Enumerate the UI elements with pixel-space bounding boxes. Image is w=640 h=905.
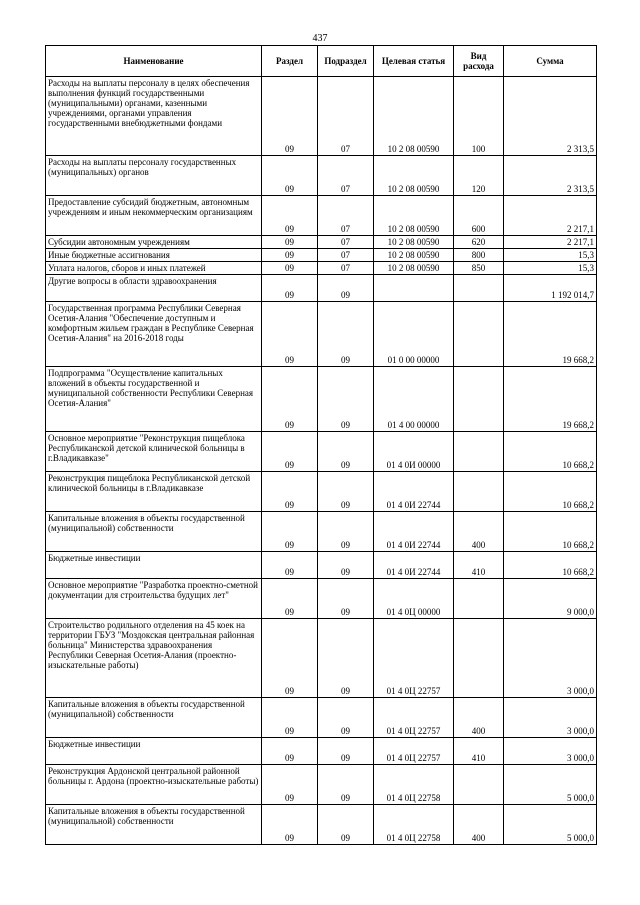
row-amount: 3 000,0 (504, 738, 597, 765)
table-row (46, 579, 597, 619)
row-subsection: 07 (318, 236, 374, 249)
row-amount: 10 668,2 (504, 552, 597, 579)
row-subsection: 09 (318, 619, 374, 698)
row-subsection: 09 (318, 367, 374, 432)
header-expense-type: Вид расхода (454, 46, 504, 77)
row-name: Бюджетные инвестиции (46, 552, 262, 579)
row-amount: 15,3 (504, 262, 597, 275)
row-subsection: 07 (318, 77, 374, 156)
row-name: Капитальные вложения в объекты государственной (муниципальной) собственности (46, 512, 262, 552)
row-name: Расходы на выплаты персоналу государственных (муниципальных) органов (46, 156, 262, 196)
table-row (46, 512, 597, 552)
row-name: Основное мероприятие "Реконструкция пищеблока Республиканской детской клинической больницы в г.Владикавказе" (46, 432, 262, 472)
row-section: 09 (262, 765, 318, 805)
row-name: Уплата налогов, сборов и иных платежей (46, 262, 262, 275)
table-row (46, 262, 597, 275)
row-expense-type (454, 619, 504, 698)
row-section: 09 (262, 472, 318, 512)
row-subsection: 09 (318, 302, 374, 367)
row-section: 09 (262, 619, 318, 698)
row-expense-type: 410 (454, 738, 504, 765)
row-target: 10 2 08 00590 (374, 249, 454, 262)
row-expense-type: 800 (454, 249, 504, 262)
row-name: Капитальные вложения в объекты государственной (муниципальной) собственности (46, 805, 262, 845)
row-expense-type (454, 302, 504, 367)
row-target: 10 2 08 00590 (374, 262, 454, 275)
row-target: 01 4 0Ц 22757 (374, 738, 454, 765)
row-target: 10 2 08 00590 (374, 196, 454, 236)
row-expense-type (454, 275, 504, 302)
row-subsection: 09 (318, 579, 374, 619)
table-row (46, 275, 597, 302)
table-row (46, 619, 597, 698)
row-name: Предоставление субсидий бюджетным, автономным учреждениям и иным некоммерческим организациям (46, 196, 262, 236)
row-name: Субсидии автономным учреждениям (46, 236, 262, 249)
row-section: 09 (262, 367, 318, 432)
row-target: 01 4 00 00000 (374, 367, 454, 432)
row-amount: 3 000,0 (504, 698, 597, 738)
page-number: 437 (312, 33, 328, 44)
row-name: Иные бюджетные ассигнования (46, 249, 262, 262)
row-amount: 2 217,1 (504, 236, 597, 249)
row-amount: 3 000,0 (504, 619, 597, 698)
header-subsection: Подраздел (318, 46, 374, 77)
table-row (46, 196, 597, 236)
table-row (46, 156, 597, 196)
row-amount: 5 000,0 (504, 805, 597, 845)
row-name: Реконструкция пищеблока Республиканской детской клинической больницы в г.Владикавказе (46, 472, 262, 512)
row-section: 09 (262, 196, 318, 236)
row-subsection: 07 (318, 196, 374, 236)
row-subsection: 07 (318, 249, 374, 262)
header-target: Целевая статья (374, 46, 454, 77)
row-target: 01 4 0И 22744 (374, 512, 454, 552)
row-name: Бюджетные инвестиции (46, 738, 262, 765)
row-expense-type: 400 (454, 698, 504, 738)
header-name: Наименование (46, 46, 262, 77)
row-subsection: 09 (318, 738, 374, 765)
row-section: 09 (262, 262, 318, 275)
row-name: Капитальные вложения в объекты государственной (муниципальной) собственности (46, 698, 262, 738)
row-target: 10 2 08 00590 (374, 236, 454, 249)
row-target: 01 4 0И 00000 (374, 432, 454, 472)
row-section: 09 (262, 698, 318, 738)
budget-table (45, 45, 597, 845)
row-name: Государственная программа Республики Северная Осетия-Алания "Обеспечение доступным и комфортным жильем граждан в Республике Северная Осетия-Алания" на 2016-2018 годы (46, 302, 262, 367)
row-subsection: 09 (318, 472, 374, 512)
row-amount: 19 668,2 (504, 302, 597, 367)
row-expense-type: 410 (454, 552, 504, 579)
row-section: 09 (262, 249, 318, 262)
row-subsection: 07 (318, 262, 374, 275)
table-header-row (46, 46, 597, 77)
row-name: Подпрограмма "Осуществление капитальных вложений в объекты государственной и муниципальной собственности Республики Северная Осетия-Алания" (46, 367, 262, 432)
row-section: 09 (262, 552, 318, 579)
row-name: Основное мероприятие "Разработка проектно-сметной документации для строительства будущих лет" (46, 579, 262, 619)
row-section: 09 (262, 275, 318, 302)
table-row (46, 738, 597, 765)
row-amount: 1 192 014,7 (504, 275, 597, 302)
row-target: 01 4 0Ц 22757 (374, 698, 454, 738)
row-target: 01 4 0Ц 22757 (374, 619, 454, 698)
table-row (46, 765, 597, 805)
row-amount: 5 000,0 (504, 765, 597, 805)
row-expense-type: 850 (454, 262, 504, 275)
row-section: 09 (262, 156, 318, 196)
row-subsection: 09 (318, 698, 374, 738)
row-expense-type (454, 765, 504, 805)
row-expense-type (454, 579, 504, 619)
row-name: Реконструкция Ардонской центральной районной больницы г. Ардона (проектно-изыскательные работы) (46, 765, 262, 805)
row-amount: 2 313,5 (504, 77, 597, 156)
row-expense-type (454, 472, 504, 512)
table-row (46, 77, 597, 156)
table-row (46, 698, 597, 738)
table-row (46, 249, 597, 262)
table-row (46, 432, 597, 472)
table-row (46, 805, 597, 845)
row-subsection: 09 (318, 765, 374, 805)
row-subsection: 09 (318, 552, 374, 579)
row-expense-type (454, 432, 504, 472)
row-section: 09 (262, 432, 318, 472)
row-subsection: 09 (318, 512, 374, 552)
header-amount: Сумма (504, 46, 597, 77)
row-amount: 10 668,2 (504, 472, 597, 512)
row-target (374, 275, 454, 302)
table-row (46, 302, 597, 367)
row-expense-type: 120 (454, 156, 504, 196)
row-name: Другие вопросы в области здравоохранения (46, 275, 262, 302)
row-target: 01 4 0И 22744 (374, 472, 454, 512)
table-row (46, 367, 597, 432)
row-subsection: 09 (318, 805, 374, 845)
row-amount: 2 313,5 (504, 156, 597, 196)
row-expense-type: 600 (454, 196, 504, 236)
row-expense-type: 620 (454, 236, 504, 249)
row-target: 01 0 00 00000 (374, 302, 454, 367)
row-subsection: 07 (318, 156, 374, 196)
row-target: 01 4 0И 22744 (374, 552, 454, 579)
row-amount: 10 668,2 (504, 512, 597, 552)
row-amount: 9 000,0 (504, 579, 597, 619)
row-section: 09 (262, 738, 318, 765)
row-section: 09 (262, 302, 318, 367)
row-target: 01 4 0Ц 00000 (374, 579, 454, 619)
table-row (46, 552, 597, 579)
header-section: Раздел (262, 46, 318, 77)
row-section: 09 (262, 579, 318, 619)
row-expense-type: 400 (454, 512, 504, 552)
row-target: 01 4 0Ц 22758 (374, 805, 454, 845)
row-amount: 2 217,1 (504, 196, 597, 236)
row-section: 09 (262, 77, 318, 156)
table-row (46, 472, 597, 512)
row-subsection: 09 (318, 275, 374, 302)
row-target: 01 4 0Ц 22758 (374, 765, 454, 805)
row-section: 09 (262, 512, 318, 552)
row-expense-type: 100 (454, 77, 504, 156)
row-expense-type: 400 (454, 805, 504, 845)
row-name: Строительство родильного отделения на 45 коек на территории ГБУЗ "Моздокская центральная районная больница" Министерства здравоохранения Республики Северная Осетия-Алания (проектно-изыскательные работы) (46, 619, 262, 698)
row-name: Расходы на выплаты персоналу в целях обеспечения выполнения функций государственными (муниципальными) органами, казенными учреждениями, органами управления государственными внебюджетными фондами (46, 77, 262, 156)
row-target: 10 2 08 00590 (374, 77, 454, 156)
row-amount: 10 668,2 (504, 432, 597, 472)
row-section: 09 (262, 805, 318, 845)
row-amount: 19 668,2 (504, 367, 597, 432)
row-section: 09 (262, 236, 318, 249)
table-row (46, 236, 597, 249)
row-expense-type (454, 367, 504, 432)
row-subsection: 09 (318, 432, 374, 472)
row-target: 10 2 08 00590 (374, 156, 454, 196)
row-amount: 15,3 (504, 249, 597, 262)
